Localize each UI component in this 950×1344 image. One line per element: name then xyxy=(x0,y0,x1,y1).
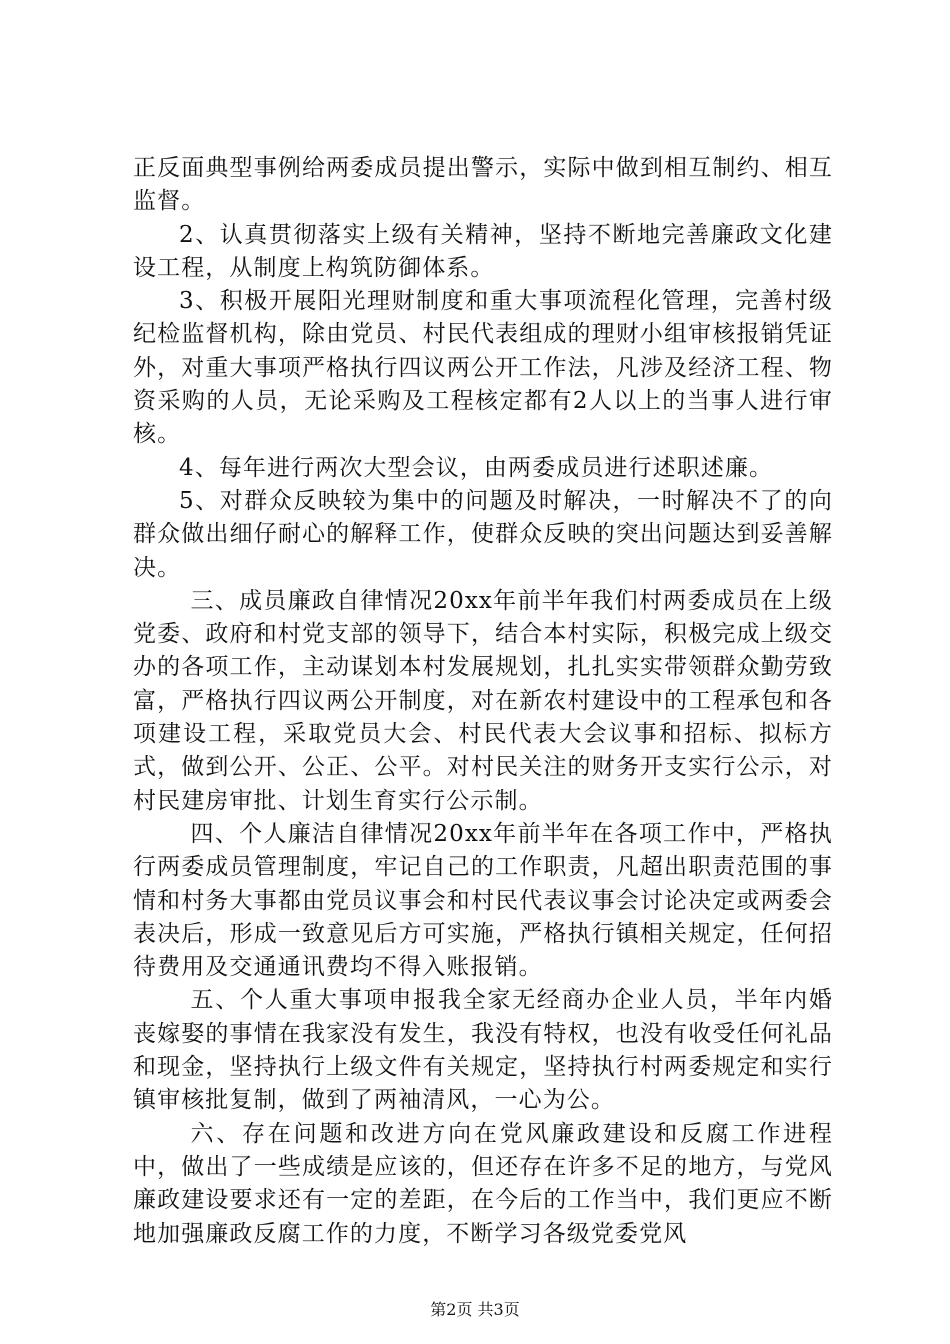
paragraph-section-3: 三、成员廉政自律情况20xx年前半年我们村两委成员在上级党委、政府和村党支部的领导下，结合本村实际，积极完成上级交办的各项工作，主动谋划本村发展规划，扎扎实实带领群众勤劳致富，严格执行四议两公开制度，对在新农村建设中的工程承包和各项建设工程，采取党员大会、村民代表大会议事和招标、拟标方式，做到公开、公正、公平。对村民关注的财务开支实行公示，对村民建房审批、计划生育实行公示制。 xyxy=(133,587,833,814)
paragraph-section-6: 六、存在问题和改进方向在党风廉政建设和反腐工作进程中，做出了一些成绩是应该的，但还存在许多不足的地方，与党风廉政建设要求还有一定的差距，在今后的工作当中，我们更应不断地加强廉政反腐工作的力度，不断学习各级党委党风 xyxy=(133,1120,833,1247)
document-body xyxy=(133,152,833,1251)
paragraph-item-5: 5、对群众反映较为集中的问题及时解决，一时解决不了的向群众做出细仔耐心的解释工作，使群众反映的突出问题达到妥善解决。 xyxy=(133,487,833,581)
paragraph-section-4: 四、个人廉洁自律情况20xx年前半年在各项工作中，严格执行两委成员管理制度，牢记自己的工作职责，凡超出职责范围的事情和村务大事都由党员议事会和村民代表议事会讨论决定或两委会表决后，形成一致意见后方可实施，严格执行镇相关规定，任何招待费用及交通通讯费均不得入账报销。 xyxy=(133,820,833,981)
paragraph-item-3: 3、积极开展阳光理财制度和重大事项流程化管理，完善村级纪检监督机构，除由党员、村民代表组成的理财小组审核报销凭证外，对重大事项严格执行四议两公开工作法，凡涉及经济工程、物资采购的人员，无论采购及工程核定都有2人以上的当事人进行审核。 xyxy=(133,288,833,448)
paragraph-continuation: 正反面典型事例给两委成员提出警示，实际中做到相互制约、相互监督。 xyxy=(133,155,833,215)
paragraph-item-4: 4、每年进行两次大型会议，由两委成员进行述职述廉。 xyxy=(179,454,774,481)
paragraph-section-5: 五、个人重大事项申报我全家无经商办企业人员，半年内婚丧嫁娶的事情在我家没有发生，我没有特权，也没有收受任何礼品和现金，坚持执行上级文件有关规定，坚持执行村两委规定和实行镇审核批复制，做到了两袖清风，一心为公。 xyxy=(133,987,833,1114)
paragraph-item-2: 2、认真贯彻落实上级有关精神，坚持不断地完善廉政文化建设工程，从制度上构筑防御体系。 xyxy=(133,221,833,281)
page-number-footer: 第2页 共3页 xyxy=(430,1300,520,1319)
